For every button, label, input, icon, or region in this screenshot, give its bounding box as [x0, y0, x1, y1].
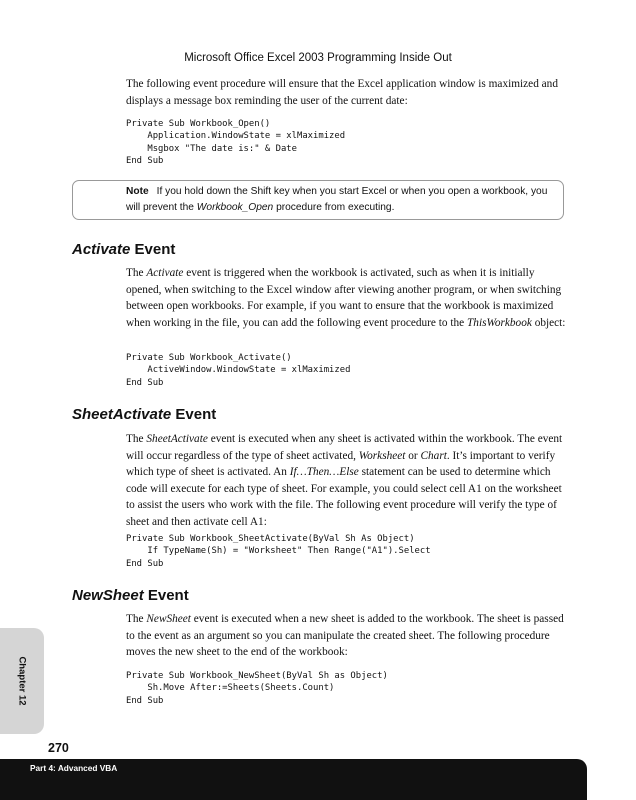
heading-sheetactivate-event: SheetActivate Event: [72, 406, 217, 423]
chapter-tab: [0, 628, 44, 734]
page-number: 270: [48, 741, 69, 755]
note-label: Note: [126, 186, 149, 197]
code-block-workbook-activate: Private Sub Workbook_Activate() ActiveWindow.WindowState = xlMaximized End Sub: [126, 353, 351, 388]
code-block-workbook-open: Private Sub Workbook_Open() Application.WindowState = xlMaximized Msgbox "The date is:" & Date End Sub: [126, 119, 346, 167]
heading-newsheet-event: NewSheet Event: [72, 587, 189, 604]
chapter-tab-label: Chapter 12: [16, 656, 28, 706]
paragraph-sheetactivate: The SheetActivate event is executed when any sheet is activated within the workbook. The event will occur regardless of the type of sheet activated, Worksheet or Chart. It’s important to verify which type of sheet is activated. An If…Then…Else statement can be used to determine which code will execute for each type of sheet. For example, you could select cell A1 on the worksheet to assist the users who work with the file. The following event procedure will verify the type of sheet and then activate cell A1:: [126, 433, 563, 528]
code-block-workbook-sheetactivate: Private Sub Workbook_SheetActivate(ByVal Sh As Object) If TypeName(Sh) = "Worksheet" Then Range("A1").Select End Sub: [126, 534, 431, 569]
footer-part-label: Part 4: Advanced VBA: [30, 763, 118, 773]
code-block-workbook-newsheet: Private Sub Workbook_NewSheet(ByVal Sh as Object) Sh.Move After:=Sheets(Sheets.Count) End Sub: [126, 671, 388, 706]
running-head: Microsoft Office Excel 2003 Programming Inside Out: [184, 52, 452, 64]
paragraph-newsheet: The NewSheet event is executed when a new sheet is added to the workbook. The sheet is passed to the event as an argument so you can manipulate the created sheet. The following procedure moves the new sheet to the end of the workbook:: [126, 613, 564, 659]
intro-paragraph: The following event procedure will ensure that the Excel application window is maximized and displays a message box reminding the user of the current date:: [126, 78, 558, 107]
paragraph-activate: The Activate event is triggered when the workbook is activated, such as when it is initially opened, when switching to the Excel window after viewing another program, or when switching between open workbooks. For example, if you want to ensure that the workbook is maximized when working in the file, you can add the following event procedure to the ThisWorkbook object:: [126, 267, 566, 329]
heading-activate-event: Activate Event: [72, 241, 176, 258]
note-text: Note If you hold down the Shift key when you start Excel or when you open a workbook, you will prevent the Workbook_Open procedure from executing.: [126, 186, 548, 214]
